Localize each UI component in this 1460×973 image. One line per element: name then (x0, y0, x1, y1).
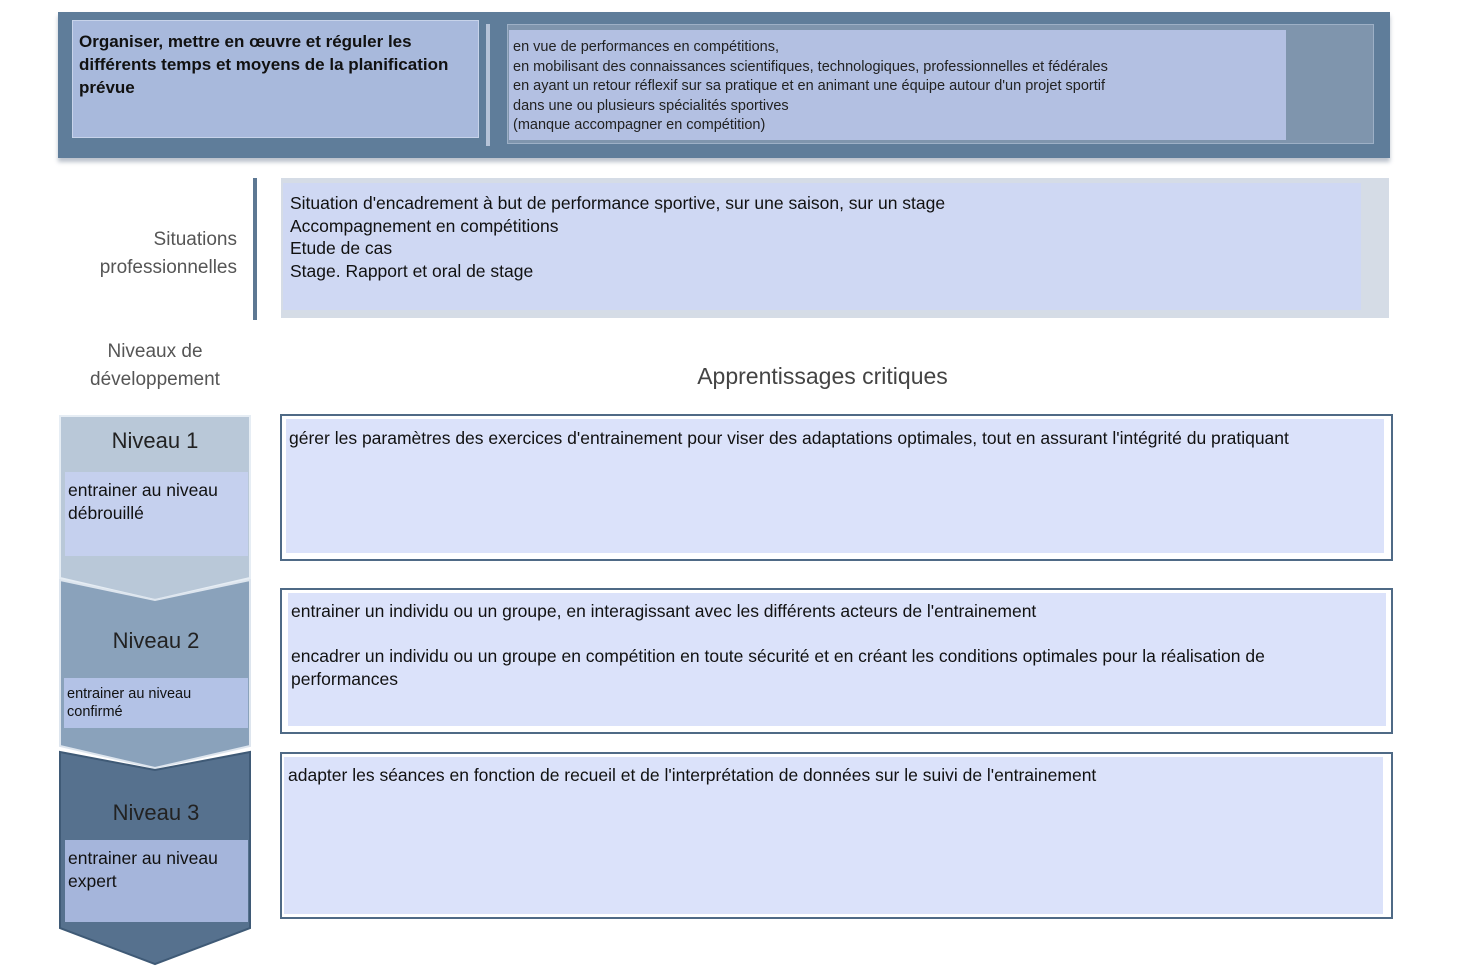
critical-item: gérer les paramètres des exercices d'entrainement pour viser des adaptations optimales, tout en assurant l'intégrité du pratiquant (289, 428, 1289, 448)
situations-list (283, 183, 1361, 310)
level-3-subtitle: entrainer au niveau expert (65, 840, 248, 922)
situation-item: Stage. Rapport et oral de stage (290, 261, 534, 282)
competence-component: en ayant un retour réflexif sur sa pratique et en animant une équipe autour d'un projet sportif (513, 78, 1106, 94)
situations-label: Situations professionnelles (99, 229, 237, 278)
level-2-chevron (58, 578, 254, 772)
level-3-critical-list (284, 757, 1383, 914)
competence-components (509, 30, 1286, 140)
competence-title: Organiser, mettre en œuvre et réguler les différents temps et moyens de la planification prévue (72, 20, 479, 138)
level-1-subtitle: entrainer au niveau débrouillé (65, 472, 248, 556)
level-2-chevron-shape (60, 580, 250, 768)
critical-item: adapter les séances en fonction de recueil et de l'interprétation de données sur le suivi de l'entrainement (288, 765, 1097, 785)
situation-item: Etude de cas (290, 238, 393, 259)
competence-component: en vue de performances en compétitions, (513, 39, 779, 55)
competence-component: en mobilisant des connaissances scientifiques, technologiques, professionnelles et fédérales (513, 58, 1108, 75)
competence-component: dans une ou plusieurs spécialités sportives (513, 97, 789, 114)
situation-item: Accompagnement en compétitions (290, 215, 559, 236)
competence-separator (486, 24, 490, 146)
niveaux-heading: Niveaux de développement (90, 341, 220, 390)
critical-item: entrainer un individu ou un groupe, en interagissant avec les différents acteurs de l'entrainement (291, 601, 1037, 621)
level-2-critical-list (288, 593, 1386, 726)
level-2-title: Niveau 2 (112, 628, 200, 653)
level-1-title: Niveau 1 (111, 428, 199, 453)
situations-divider (253, 178, 257, 320)
level-1-critical-list (286, 419, 1384, 553)
level-2-subtitle: entrainer au niveau confirmé (64, 678, 248, 728)
situation-item: Situation d'encadrement à but de performance sportive, sur une saison, sur un stage (290, 193, 946, 213)
critical-item: encadrer un individu ou un groupe en compétition en toute sécurité et en créant les conditions optimales pour la réalisation de performances (291, 646, 1265, 689)
level-3-title: Niveau 3 (112, 800, 200, 825)
competence-component: (manque accompagner en compétition) (513, 117, 766, 133)
apprentissages-heading: Apprentissages critiques (697, 363, 948, 389)
